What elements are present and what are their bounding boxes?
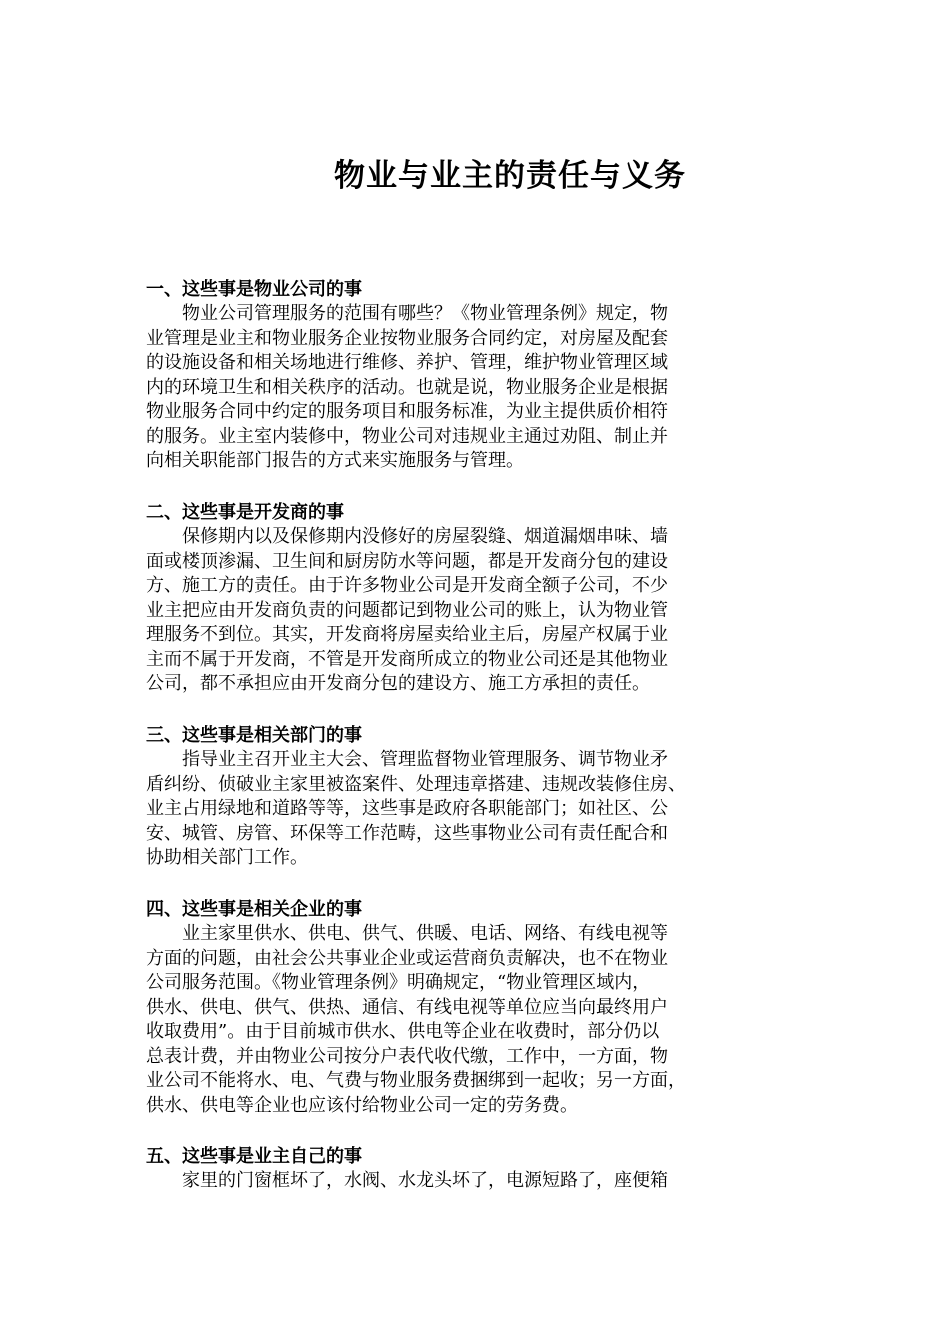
paragraph-line: 的设施设备和相关场地进行维修、养护、管理，维护物业管理区域 xyxy=(146,352,668,373)
section-heading: 一、这些事是物业公司的事 xyxy=(146,279,362,300)
section-developer xyxy=(146,501,826,697)
paragraph-line: 物业服务合同中约定的服务项目和服务标准，为业主提供质价相符 xyxy=(146,401,668,422)
paragraph-line: 物业公司管理服务的范围有哪些？《物业管理条例》规定，物 xyxy=(146,303,668,324)
paragraph-line: 供水、供电等企业也应该付给物业公司一定的劳务费。 xyxy=(146,1094,578,1116)
paragraph-line: 保修期内以及保修期内没修好的房屋裂缝、烟道漏烟串味、墙 xyxy=(146,526,668,547)
paragraph-line: 内的环境卫生和相关秩序的活动。也就是说，物业服务企业是根据 xyxy=(146,376,668,398)
section-government-departments xyxy=(146,724,826,871)
section-heading: 二、这些事是开发商的事 xyxy=(146,502,344,523)
paragraph-line: 供水、供电、供气、供热、通信、有线电视等单位应当向最终用户 xyxy=(146,996,668,1018)
section-paragraph xyxy=(146,302,826,474)
paragraph-line: 家里的门窗框坏了，水阀、水龙头坏了，电源短路了，座便箱 xyxy=(146,1170,668,1191)
section-utility-companies xyxy=(146,898,826,1118)
paragraph-line: 方面的问题，由社会公共事业企业或运营商负责解决，也不在物业 xyxy=(146,947,668,969)
paragraph-line: 公司，都不承担应由开发商分包的建设方、施工方承担的责任。 xyxy=(146,673,650,694)
section-owner-responsibilities xyxy=(146,1145,826,1194)
section-paragraph xyxy=(146,748,826,871)
paragraph-line: 理服务不到位。其实，开发商将房屋卖给业主后，房屋产权属于业 xyxy=(146,624,668,645)
paragraph-line: 业主占用绿地和道路等等，这些事是政府各职能部门；如社区、公 xyxy=(146,798,668,819)
paragraph-line: 协助相关部门工作。 xyxy=(146,847,308,868)
section-property-company xyxy=(146,278,826,474)
paragraph-line: 主而不属于开发商，不管是开发商所成立的物业公司还是其他物业 xyxy=(146,648,668,670)
paragraph-line: 业主家里供水、供电、供气、供暖、电话、网络、有线电视等 xyxy=(146,923,668,944)
paragraph-line: 指导业主召开业主大会、管理监督物业管理服务、调节物业矛 xyxy=(146,749,668,770)
paragraph-line: 面或楼顶渗漏、卫生间和厨房防水等问题，都是开发商分包的建设 xyxy=(146,550,668,572)
paragraph-line: 的服务。业主室内装修中，物业公司对违规业主通过劝阻、制止并 xyxy=(146,425,668,447)
paragraph-line: 业主把应由开发商负责的问题都记到物业公司的账上，认为物业管 xyxy=(146,599,668,621)
paragraph-line: 业管理是业主和物业服务企业按物业服务合同约定，对房屋及配套 xyxy=(146,327,668,349)
paragraph-line: 安、城管、房管、环保等工作范畴，这些事物业公司有责任配合和 xyxy=(146,822,668,844)
section-heading: 三、这些事是相关部门的事 xyxy=(146,725,362,746)
paragraph-line: 方、施工方的责任。由于许多物业公司是开发商全额子公司，不少 xyxy=(146,575,668,596)
section-heading: 五、这些事是业主自己的事 xyxy=(146,1146,362,1167)
paragraph-line: 向相关职能部门报告的方式来实施服务与管理。 xyxy=(146,450,524,471)
section-heading: 四、这些事是相关企业的事 xyxy=(146,899,362,920)
section-paragraph xyxy=(146,525,826,697)
paragraph-line: 收取费用”。由于目前城市供水、供电等企业在收费时，部分仍以 xyxy=(146,1021,660,1042)
paragraph-line: 公司服务范围。《物业管理条例》明确规定，“物业管理区域内， xyxy=(146,972,651,993)
paragraph-line: 总表计费，并由物业公司按分户表代收代缴，工作中，一方面，物 xyxy=(146,1045,668,1067)
paragraph-line: 业公司不能将水、电、气费与物业服务费捆绑到一起收；另一方面， xyxy=(146,1070,686,1091)
section-paragraph xyxy=(146,922,826,1118)
paragraph-line: 盾纠纷、侦破业主家里被盗案件、处理违章搭建、违规改装修住房、 xyxy=(146,773,686,795)
document-title: 物业与业主的责任与义务 xyxy=(334,158,686,194)
section-paragraph xyxy=(146,1169,826,1194)
